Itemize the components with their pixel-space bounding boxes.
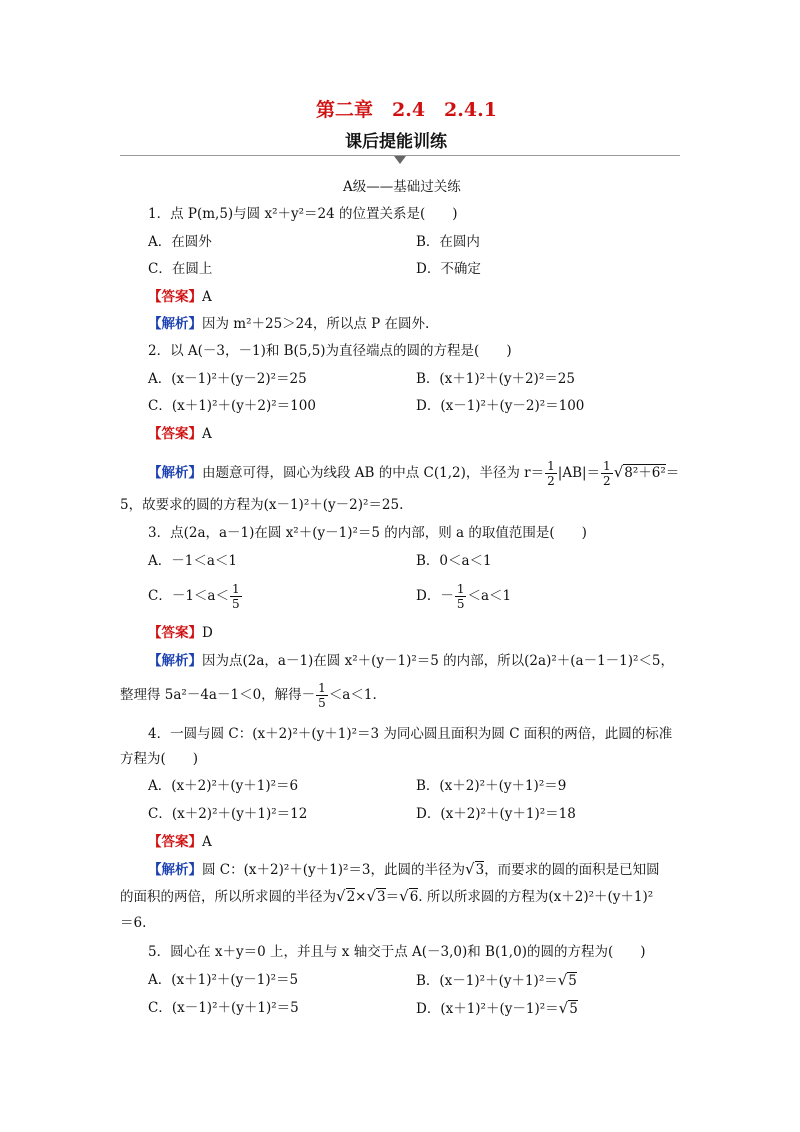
q4-option-c: C．(x＋2)²＋(y＋1)²＝12 [148, 806, 308, 822]
fraction-numerator: 1 [318, 681, 326, 695]
q2-analysis-text-2: |AB|＝ [557, 465, 601, 481]
radicand: 2 [346, 889, 356, 905]
q4-answer-value: A [202, 834, 212, 850]
down-arrow-icon [394, 156, 406, 164]
radicand: 5 [569, 1001, 578, 1017]
fifth-fraction [316, 681, 328, 710]
fraction-numerator: 1 [456, 582, 465, 596]
q5-option-d-text: D．(x＋1)²＋(y－1)²＝ [416, 1001, 559, 1017]
q2-answer [148, 425, 212, 443]
q4-analysis-text-2: ，而要求的圆的面积是已知圆 [484, 862, 660, 878]
radicand: 6 [409, 889, 419, 905]
analysis-tag: 【解析】 [148, 862, 202, 878]
fraction-denominator: 5 [231, 597, 240, 611]
fifth-fraction [230, 582, 242, 611]
q4-analysis-line2 [120, 887, 653, 906]
q3-option-a: A．－1＜a＜1 [148, 553, 237, 569]
q2-stem: 2．以 A(－3，－1)和 B(5,5)为直径端点的圆的方程是( ) [148, 343, 512, 359]
radicand: 8²＋6² [624, 465, 666, 481]
q1-option-a: A．在圆外 [148, 234, 212, 250]
q3-stem: 3．点(2a，a－1)在圆 x²＋(y－1)²＝5 的内部，则 a 的取值范围是( ) [148, 525, 587, 541]
half-fraction [601, 459, 613, 488]
q2-analysis-text-1: 由题意可得，圆心为线段 AB 的中点 C(1,2)，半径为 r＝ [202, 465, 545, 481]
q2-analysis-text-3: ＝ [665, 465, 680, 481]
level-heading: A级——基础过关练 [343, 179, 461, 195]
q1-option-d: D．不确定 [416, 261, 481, 277]
analysis-tag: 【解析】 [148, 465, 202, 481]
q1-answer-value: A [202, 289, 212, 305]
q1-answer [148, 288, 212, 306]
q3-analysis-line2-prefix: 整理得 5a²－4a－1＜0，解得－ [120, 687, 316, 703]
radicand: 3 [377, 889, 386, 905]
sqrt-icon: √ [366, 887, 377, 905]
q1-option-c: C．在圆上 [148, 261, 213, 277]
q3-option-c [148, 580, 243, 612]
q2-option-d: D．(x－1)²＋(y－2)²＝100 [416, 398, 585, 414]
q1-analysis [148, 315, 429, 333]
q3-option-d [416, 580, 511, 612]
sqrt-icon: √ [465, 860, 475, 878]
answer-tag: 【答案】 [148, 289, 202, 305]
fraction-denominator: 2 [603, 474, 611, 488]
q2-analysis-line2: 5，故要求的圆的方程为(x－1)²＋(y－2)²＝25. [120, 497, 404, 513]
q3-analysis-line2 [120, 679, 377, 711]
q3-analysis [148, 652, 674, 670]
fraction-numerator: 1 [547, 459, 555, 473]
chapter-title: 第二章 2.4 2.4.1 [316, 99, 497, 121]
sqrt-icon: √ [558, 999, 569, 1017]
q2-analysis [148, 456, 679, 489]
sqrt-icon: √ [613, 463, 624, 481]
q4-option-d: D．(x＋2)²＋(y＋1)²＝18 [416, 806, 576, 822]
fraction-numerator: 1 [603, 459, 611, 473]
q2-option-c: C．(x＋1)²＋(y＋2)²＝100 [148, 398, 316, 414]
fraction-denominator: 2 [547, 474, 555, 488]
q5-option-b-text: B．(x－1)²＋(y＋1)²＝ [416, 973, 558, 989]
q5-option-b [416, 971, 577, 990]
q3-option-d-prefix: D．－ [416, 588, 454, 604]
answer-tag: 【答案】 [148, 834, 202, 850]
q5-option-a: A．(x＋1)²＋(y－1)²＝5 [148, 972, 299, 988]
q3-option-d-suffix: ＜a＜1 [467, 588, 512, 604]
section-subtitle: 课后提能训练 [345, 132, 447, 152]
q3-answer-value: D [202, 625, 213, 641]
fraction-denominator: 5 [318, 696, 326, 710]
analysis-tag: 【解析】 [148, 316, 202, 332]
analysis-tag: 【解析】 [148, 653, 202, 669]
fifth-fraction [455, 582, 467, 611]
q4-analysis [148, 860, 660, 879]
answer-tag: 【答案】 [148, 426, 202, 442]
q2-option-a: A．(x－1)²＋(y－2)²＝25 [148, 371, 307, 387]
q5-stem: 5．圆心在 x＋y＝0 上，并且与 x 轴交于点 A(－3,0)和 B(1,0)的圆的方程为( ) [148, 944, 646, 960]
q4-analysis-line2-b: × [355, 889, 367, 905]
radicand: 5 [568, 973, 577, 989]
q2-option-b: B．(x＋1)²＋(y＋2)²＝25 [416, 371, 575, 387]
q4-analysis-line2-a: 的面积的两倍，所以所求圆的半径为 [120, 889, 336, 905]
half-fraction [545, 459, 557, 488]
fraction-denominator: 5 [456, 597, 465, 611]
sqrt-icon: √ [336, 887, 346, 905]
q4-analysis-line2-c: ＝ [385, 889, 400, 905]
q2-answer-value: A [202, 426, 212, 442]
q3-answer [148, 624, 213, 642]
q1-analysis-text: 因为 m²＋25＞24，所以点 P 在圆外. [202, 316, 430, 332]
sqrt-icon: √ [399, 887, 409, 905]
q4-option-a: A．(x＋2)²＋(y＋1)²＝6 [148, 778, 299, 794]
q4-answer [148, 833, 212, 851]
q4-option-b: B．(x＋2)²＋(y＋1)²＝9 [416, 778, 567, 794]
answer-tag: 【答案】 [148, 625, 202, 641]
fraction-numerator: 1 [231, 582, 240, 596]
q4-analysis-line2-d: . 所以所求圆的方程为(x＋2)²＋(y＋1)² [418, 889, 654, 905]
q4-analysis-text-1: 圆 C：(x＋2)²＋(y＋1)²＝3，此圆的半径为 [202, 862, 466, 878]
q5-option-d [416, 999, 578, 1018]
q3-analysis-line2-suffix: ＜a＜1. [328, 687, 377, 703]
q3-option-c-text: C．－1＜a＜ [148, 588, 229, 604]
q1-stem: 1．点 P(m,5)与圆 x²＋y²＝24 的位置关系是( ) [148, 206, 458, 222]
q5-option-c: C．(x－1)²＋(y＋1)²＝5 [148, 1000, 299, 1016]
q1-option-b: B．在圆内 [416, 234, 480, 250]
q4-stem-line1: 4．一圆与圆 C：(x＋2)²＋(y＋1)²＝3 为同心圆且面积为圆 C 面积的两倍，此圆的标准 [148, 726, 673, 742]
q4-analysis-line3: ＝6. [120, 915, 147, 931]
radicand: 3 [475, 862, 485, 878]
q4-stem-line2: 方程为( ) [120, 751, 199, 767]
q3-option-b: B．0＜a＜1 [416, 553, 492, 569]
q3-analysis-text: 因为点(2a，a－1)在圆 x²＋(y－1)²＝5 的内部，所以(2a)²＋(a－1－1)²＜5， [202, 653, 675, 669]
sqrt-icon: √ [557, 971, 568, 989]
